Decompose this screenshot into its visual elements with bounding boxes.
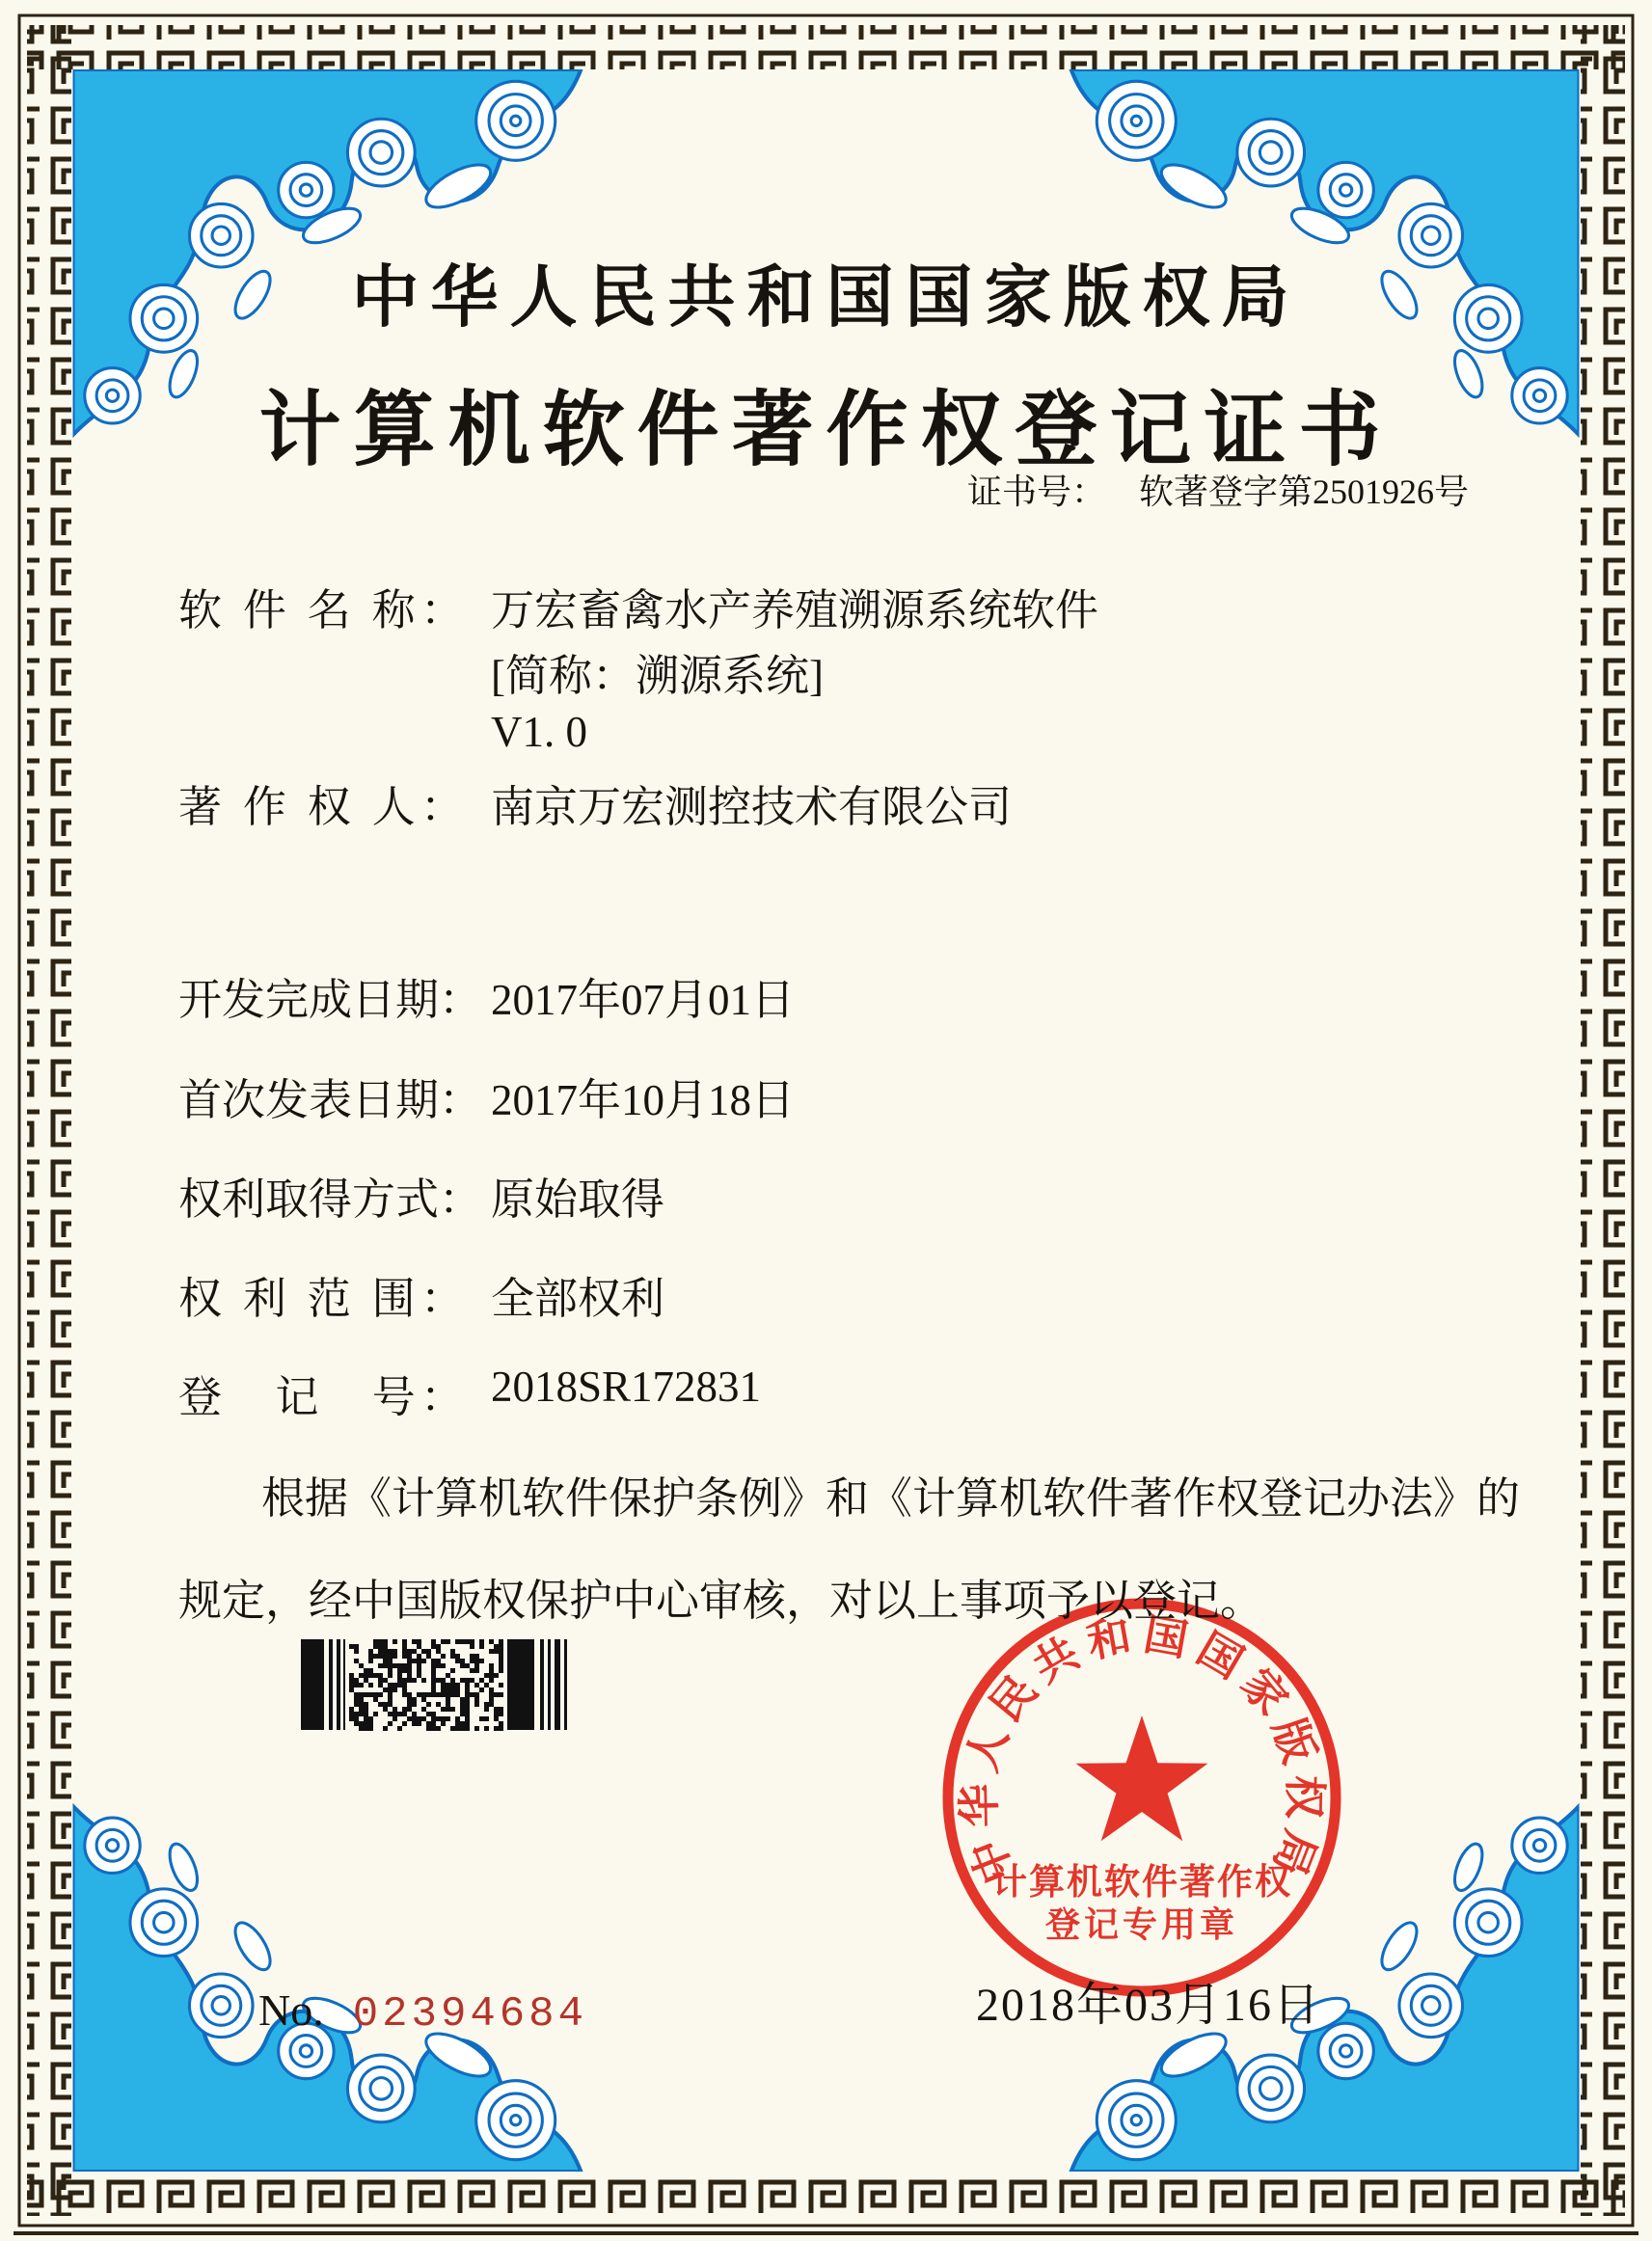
2d-barcode [299, 1637, 581, 1737]
seal-text-line2: 登记专用章 [1044, 1904, 1239, 1944]
rights-scope-label: 权 利 范 围： [178, 1275, 464, 1323]
software-version: V1. 0 [491, 708, 587, 756]
statement-line-1: 根据《计算机软件保护条例》和《计算机软件著作权登记办法》的 [261, 1474, 1521, 1523]
software-name-row [178, 575, 1098, 637]
first-publish-date-value: 2017年10月18日 [491, 1076, 796, 1124]
serial-line [258, 1984, 587, 2038]
rights-acquisition-value: 原始取得 [491, 1175, 665, 1224]
registration-number-value: 2018SR172831 [491, 1363, 762, 1411]
certificate-title: 计算机软件著作权登记证书 [258, 385, 1394, 476]
seal-ring-text: 中华人民共和国国家版权局 [954, 1608, 1330, 1891]
copyright-holder-value: 南京万宏测控技术有限公司 [491, 783, 1013, 831]
dev-complete-date-value: 2017年07月01日 [491, 976, 796, 1024]
corner-flourish-bottom-left-icon [69, 1776, 590, 2172]
rights-acquisition-row [178, 1164, 664, 1227]
serial-number: 02394684 [352, 1990, 587, 2038]
rights-scope-row [178, 1263, 664, 1326]
rights-acquisition-label: 权利取得方式： [178, 1175, 483, 1224]
official-seal [937, 1593, 1346, 2002]
certificate-number-label: 证书号： [967, 472, 1107, 511]
seal-text-line1: 计算机软件著作权 [991, 1862, 1292, 1902]
dev-complete-date-row [178, 964, 795, 1027]
issue-date: 2018年03月16日 [976, 1980, 1322, 2031]
copyright-holder-label: 著 作 权 人： [178, 783, 464, 831]
first-publish-date-row [178, 1065, 795, 1127]
software-name-label: 软 件 名 称： [178, 586, 464, 634]
dev-complete-date-label: 开发完成日期： [178, 976, 483, 1024]
certificate-number-line [967, 465, 1469, 514]
software-name-value: 万宏畜禽水产养殖溯源系统软件 [491, 586, 1099, 634]
serial-label: No. [258, 1985, 324, 2035]
rights-scope-value: 全部权利 [491, 1275, 665, 1323]
copyright-holder-row [178, 771, 1012, 834]
red-star-icon [1076, 1715, 1208, 1841]
issuer-title: 中华人民共和国国家版权局 [351, 259, 1301, 335]
certificate-number-value: 软著登字第2501926号 [1139, 472, 1470, 511]
registration-number-row [178, 1362, 761, 1424]
software-short-name: [简称：溯源系统] [491, 652, 824, 700]
registration-number-label: 登 记 号： [178, 1373, 464, 1421]
statement-line-2: 规定，经中国版权保护中心审核，对以上事项予以登记。 [178, 1577, 1264, 1625]
first-publish-date-label: 首次发表日期： [178, 1076, 483, 1124]
